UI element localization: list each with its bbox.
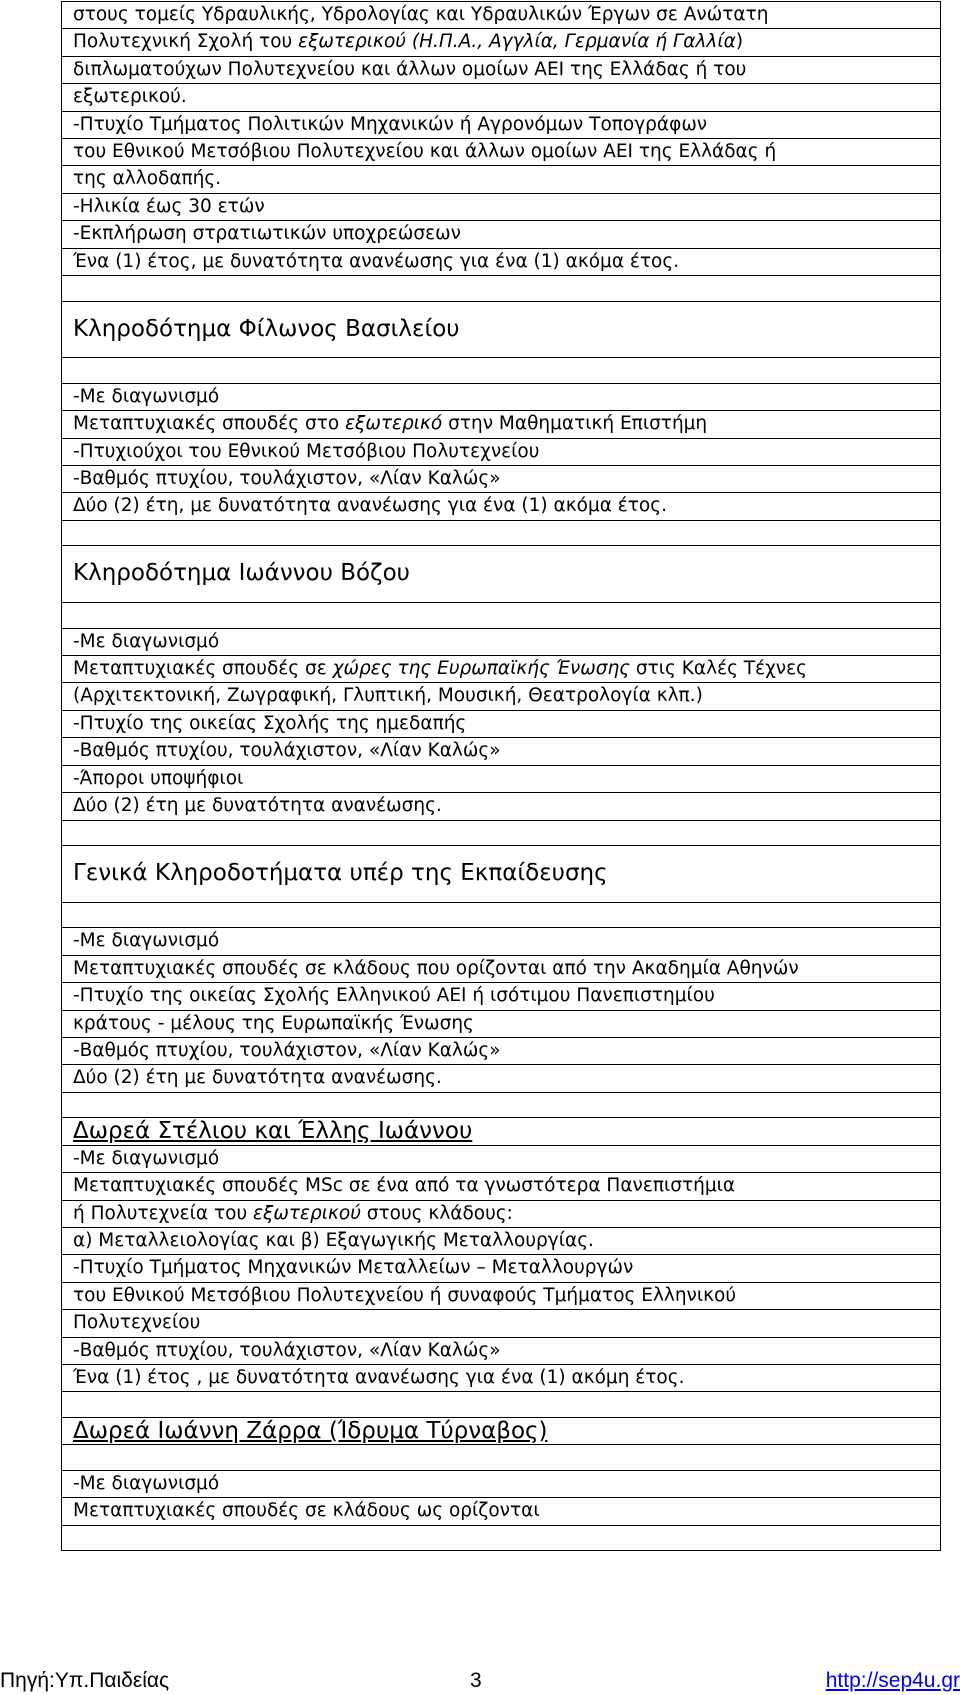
table-row	[62, 1065, 941, 1092]
row-text: -Πτυχίο Τμήματος Πολιτικών Μηχανικών ή Αγρονόμων Τοπογράφων	[62, 111, 941, 138]
row-text: -Πτυχιούχοι του Εθνικού Μετσόβιου Πολυτεχνείου	[62, 438, 941, 465]
section-heading-row	[62, 1417, 941, 1444]
row-text: του Εθνικού Μετσόβιου Πολυτεχνείου και άλλων ομοίων ΑΕΙ της Ελλάδας ή	[62, 139, 941, 166]
row-text: εξωτερικού.	[62, 84, 941, 111]
footer-link[interactable]: http://sep4u.gr	[825, 1669, 960, 1692]
table-row	[62, 983, 941, 1010]
row-text: Μεταπτυχιακές σπουδές MSc σε ένα από τα γνωστότερα Πανεπιστήμια	[62, 1173, 941, 1200]
row-text: Δύο (2) έτη, με δυνατότητα ανανέωσης για ένα (1) ακόμα έτος.	[62, 493, 941, 520]
row-text: (Αρχιτεκτονική, Ζωγραφική, Γλυπτική, Μουσική, Θεατρολογία κλπ.)	[62, 683, 941, 710]
table-row	[62, 2, 941, 29]
table-row	[62, 1337, 941, 1364]
row-text: ή Πολυτεχνεία του εξωτερικού στους κλάδους:	[62, 1200, 941, 1227]
row-text: του Εθνικού Μετσόβιου Πολυτεχνείου ή συναφούς Τμήματος Ελληνικού	[62, 1282, 941, 1309]
row-text: Ένα (1) έτος, με δυνατότητα ανανέωσης για ένα (1) ακόμα έτος.	[62, 248, 941, 275]
empty-cell	[62, 1092, 941, 1118]
table-row	[62, 1227, 941, 1254]
empty-cell	[62, 1445, 941, 1471]
emphasis: εξωτερικού (Η.Π.Α., Αγγλία, Γερμανία ή Γαλλία	[298, 31, 736, 53]
emphasis: εξωτερικού	[253, 1202, 361, 1224]
row-text: -Πτυχίο της οικείας Σχολής της ημεδαπής	[62, 710, 941, 737]
table-row	[62, 493, 941, 520]
table-row	[62, 1470, 941, 1497]
table-row	[62, 683, 941, 710]
row-text: Πολυτεχνική Σχολή του εξωτερικού (Η.Π.Α., Αγγλία, Γερμανία ή Γαλλία)	[62, 29, 941, 56]
empty-row	[62, 603, 941, 629]
row-text: -Άποροι υποψήφιοι	[62, 765, 941, 792]
empty-cell	[62, 820, 941, 846]
empty-row	[62, 820, 941, 846]
section-heading-row	[62, 846, 941, 903]
row-text: -Με διαγωνισμό	[62, 383, 941, 410]
table-row	[62, 765, 941, 792]
table-row	[62, 738, 941, 765]
section-heading: Κληροδότημα Ιωάννου Βόζου	[62, 546, 941, 603]
table-row	[62, 111, 941, 138]
row-text: α) Μεταλλειολογίας και β) Εξαγωγικής Μεταλλουργίας.	[62, 1227, 941, 1254]
table-row	[62, 84, 941, 111]
empty-cell	[62, 520, 941, 546]
empty-row	[62, 276, 941, 302]
footer-source: Πηγή:Υπ.Παιδείας	[0, 1669, 170, 1692]
table-row	[62, 193, 941, 220]
empty-row	[62, 1092, 941, 1118]
table-row	[62, 411, 941, 438]
row-text: διπλωματούχων Πολυτεχνείου και άλλων ομοίων ΑΕΙ της Ελλάδας ή του	[62, 56, 941, 83]
page-number: 3	[470, 1669, 482, 1692]
row-text: -Βαθμός πτυχίου, τουλάχιστον, «Λίαν Καλώς»	[62, 738, 941, 765]
table-row	[62, 710, 941, 737]
table-row	[62, 383, 941, 410]
table-row	[62, 1282, 941, 1309]
row-text: Μεταπτυχιακές σπουδές σε χώρες της Ευρωπαϊκής Ένωσης στις Καλές Τέχνες	[62, 656, 941, 683]
row-text: Μεταπτυχιακές σπουδές στο εξωτερικό στην Μαθηματική Επιστήμη	[62, 411, 941, 438]
empty-row	[62, 902, 941, 928]
empty-cell	[62, 603, 941, 629]
emphasis: χώρες της Ευρωπαϊκής Ένωσης	[332, 658, 631, 680]
row-text: -Πτυχίο Τμήματος Μηχανικών Μεταλλείων – Μεταλλουργών	[62, 1255, 941, 1282]
section-heading-row	[62, 546, 941, 603]
section-heading: Κληροδότημα Φίλωνος Βασιλείου	[62, 301, 941, 358]
row-text: -Βαθμός πτυχίου, τουλάχιστον, «Λίαν Καλώς»	[62, 466, 941, 493]
empty-cell	[62, 276, 941, 302]
row-text: -Με διαγωνισμό	[62, 1470, 941, 1497]
empty-row	[62, 1392, 941, 1418]
empty-row	[62, 1445, 941, 1471]
table-row	[62, 628, 941, 655]
table-row	[62, 1145, 941, 1172]
row-text: Δύο (2) έτη με δυνατότητα ανανέωσης.	[62, 793, 941, 820]
table-row	[62, 29, 941, 56]
table-row	[62, 793, 941, 820]
row-text: -Με διαγωνισμό	[62, 628, 941, 655]
table-row	[62, 56, 941, 83]
table-row	[62, 1010, 941, 1037]
section-heading: Δωρεά Ιωάννη Ζάρρα (Ίδρυμα Τύρναβος)	[62, 1417, 941, 1444]
empty-cell	[62, 1392, 941, 1418]
table-row	[62, 1200, 941, 1227]
section-heading-row	[62, 1118, 941, 1145]
emphasis: εξωτερικό	[345, 413, 443, 435]
table-row	[62, 1255, 941, 1282]
section-heading: Δωρεά Στέλιου και Έλλης Ιωάννου	[62, 1118, 941, 1145]
table-row	[62, 1037, 941, 1064]
section-heading: Γενικά Κληροδοτήματα υπέρ της Εκπαίδευσης	[62, 846, 941, 903]
table-row	[62, 438, 941, 465]
empty-cell	[62, 358, 941, 384]
table-row	[62, 1498, 941, 1525]
table-row	[62, 1364, 941, 1391]
table-row	[62, 1310, 941, 1337]
table-row	[62, 466, 941, 493]
row-text: -Εκπλήρωση στρατιωτικών υποχρεώσεων	[62, 221, 941, 248]
table-row	[62, 955, 941, 982]
table-row	[62, 139, 941, 166]
row-text: -Βαθμός πτυχίου, τουλάχιστον, «Λίαν Καλώς»	[62, 1037, 941, 1064]
table-row	[62, 248, 941, 275]
row-text: Μεταπτυχιακές σπουδές σε κλάδους που ορίζονται από την Ακαδημία Αθηνών	[62, 955, 941, 982]
table-row	[62, 1173, 941, 1200]
table-row	[62, 656, 941, 683]
row-text: κράτους - μέλους της Ευρωπαϊκής Ένωσης	[62, 1010, 941, 1037]
empty-row	[62, 1525, 941, 1551]
row-text: -Με διαγωνισμό	[62, 1145, 941, 1172]
row-text: Μεταπτυχιακές σπουδές σε κλάδους ως ορίζονται	[62, 1498, 941, 1525]
empty-cell	[62, 1525, 941, 1551]
table-row	[62, 166, 941, 193]
row-text: στους τομείς Υδραυλικής, Υδρολογίας και Υδραυλικών Έργων σε Ανώτατη	[62, 2, 941, 29]
table-row	[62, 928, 941, 955]
row-text: -Ηλικία έως 30 ετών	[62, 193, 941, 220]
empty-row	[62, 520, 941, 546]
empty-cell	[62, 902, 941, 928]
row-text: Πολυτεχνείου	[62, 1310, 941, 1337]
empty-row	[62, 358, 941, 384]
row-text: της αλλοδαπής.	[62, 166, 941, 193]
row-text: -Πτυχίο της οικείας Σχολής Ελληνικού ΑΕΙ ή ισότιμου Πανεπιστημίου	[62, 983, 941, 1010]
scholarship-table	[61, 1, 941, 1551]
table-row	[62, 221, 941, 248]
row-text: -Βαθμός πτυχίου, τουλάχιστον, «Λίαν Καλώς»	[62, 1337, 941, 1364]
row-text: Ένα (1) έτος , με δυνατότητα ανανέωσης για ένα (1) ακόμη έτος.	[62, 1364, 941, 1391]
section-heading-row	[62, 301, 941, 358]
row-text: Δύο (2) έτη με δυνατότητα ανανέωσης.	[62, 1065, 941, 1092]
row-text: -Με διαγωνισμό	[62, 928, 941, 955]
